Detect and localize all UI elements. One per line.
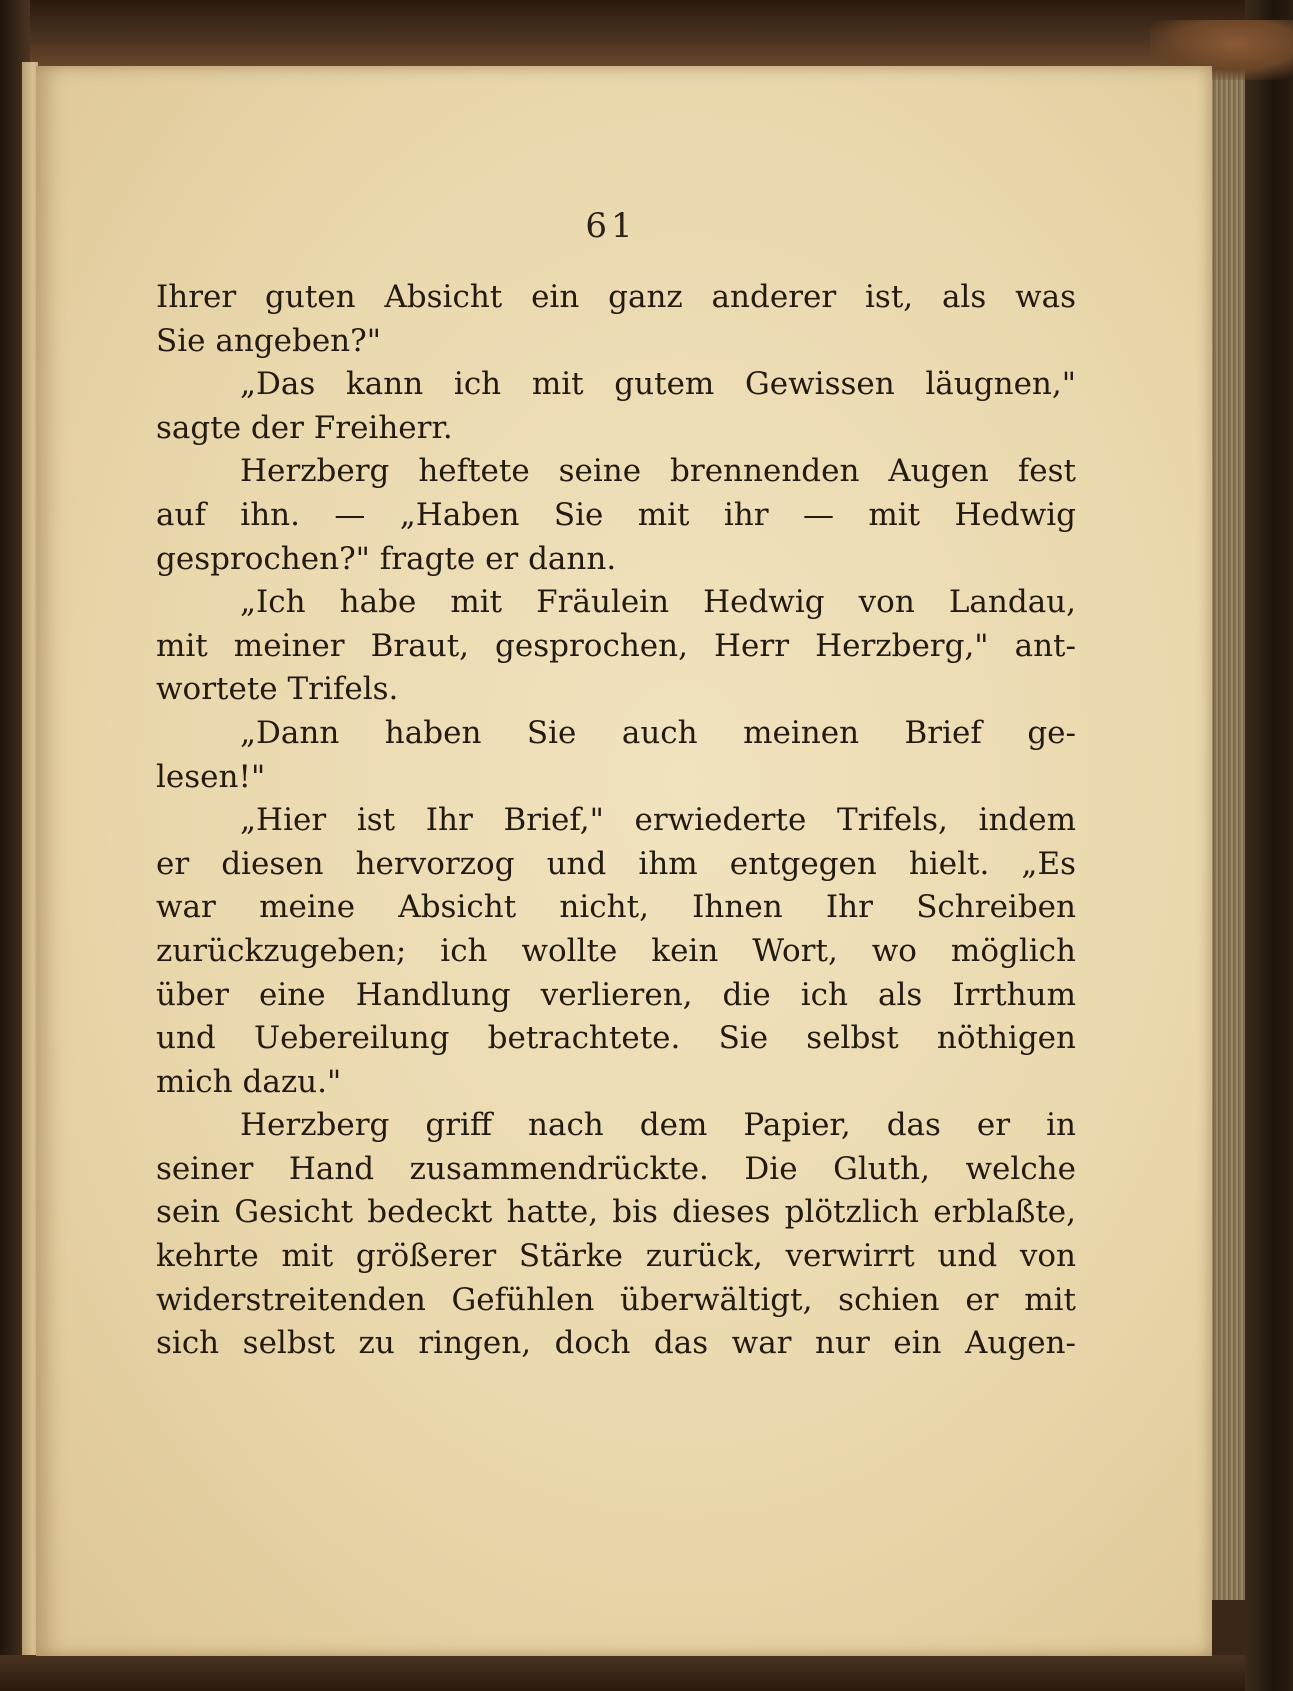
- text-line: seiner Hand zusammendrückte. Die Gluth, welche: [156, 1150, 1076, 1187]
- text-line: sagte der Freiherr.: [156, 409, 453, 446]
- text-line: sich selbst zu ringen, doch das war nur ein Augen-: [156, 1325, 1076, 1362]
- book-cover-right: [1245, 0, 1293, 1691]
- text-line: über eine Handlung verlieren, die ich als Irrthum: [156, 976, 1076, 1013]
- text-line: lesen!": [156, 758, 266, 795]
- text-line: widerstreitenden Gefühlen überwältigt, schien er mit: [156, 1281, 1076, 1318]
- text-line: auf ihn. — „Haben Sie mit ihr — mit Hedwig: [156, 496, 1076, 533]
- text-line: Ihrer guten Absicht ein ganz anderer ist, als was: [156, 279, 1076, 315]
- book-cover-bottom: [0, 1655, 1293, 1691]
- text-line: „Das kann ich mit gutem Gewissen läugnen,": [240, 366, 1076, 403]
- text-line: war meine Absicht nicht, Ihnen Ihr Schreiben: [156, 889, 1076, 926]
- text-line: mich dazu.": [156, 1063, 342, 1100]
- text-line: wortete Trifels.: [156, 671, 399, 708]
- page-fore-edge: [1210, 70, 1250, 1600]
- text-line: er diesen hervorzog und ihm entgegen hielt. „Es: [156, 845, 1076, 882]
- page-number: 61: [585, 206, 637, 246]
- text-line: Herzberg heftete seine brennenden Augen fest: [240, 453, 1076, 490]
- text-line: mit meiner Braut, gesprochen, Herr Herzberg," ant-: [156, 627, 1076, 664]
- book-page: [36, 66, 1212, 1656]
- text-line: Sie angeben?": [156, 322, 382, 359]
- book-cover-top: [0, 0, 1293, 70]
- text-line: und Uebereilung betrachtete. Sie selbst nöthigen: [156, 1020, 1076, 1057]
- text-line: gesprochen?" fragte er dann.: [156, 540, 617, 577]
- text-line: zurückzugeben; ich wollte kein Wort, wo möglich: [156, 932, 1076, 969]
- body-text: [156, 276, 1076, 1366]
- text-line: Herzberg griff nach dem Papier, das er in: [240, 1107, 1076, 1144]
- text-line: sein Gesicht bedeckt hatte, bis dieses plötzlich erblaßte,: [156, 1194, 1076, 1231]
- text-line: „Hier ist Ihr Brief," erwiederte Trifels, indem: [240, 802, 1076, 839]
- text-line: „Ich habe mit Fräulein Hedwig von Landau,: [240, 584, 1076, 621]
- text-line: „Dann haben Sie auch meinen Brief ge-: [240, 714, 1076, 751]
- text-line: kehrte mit größerer Stärke zurück, verwirrt und von: [156, 1238, 1076, 1275]
